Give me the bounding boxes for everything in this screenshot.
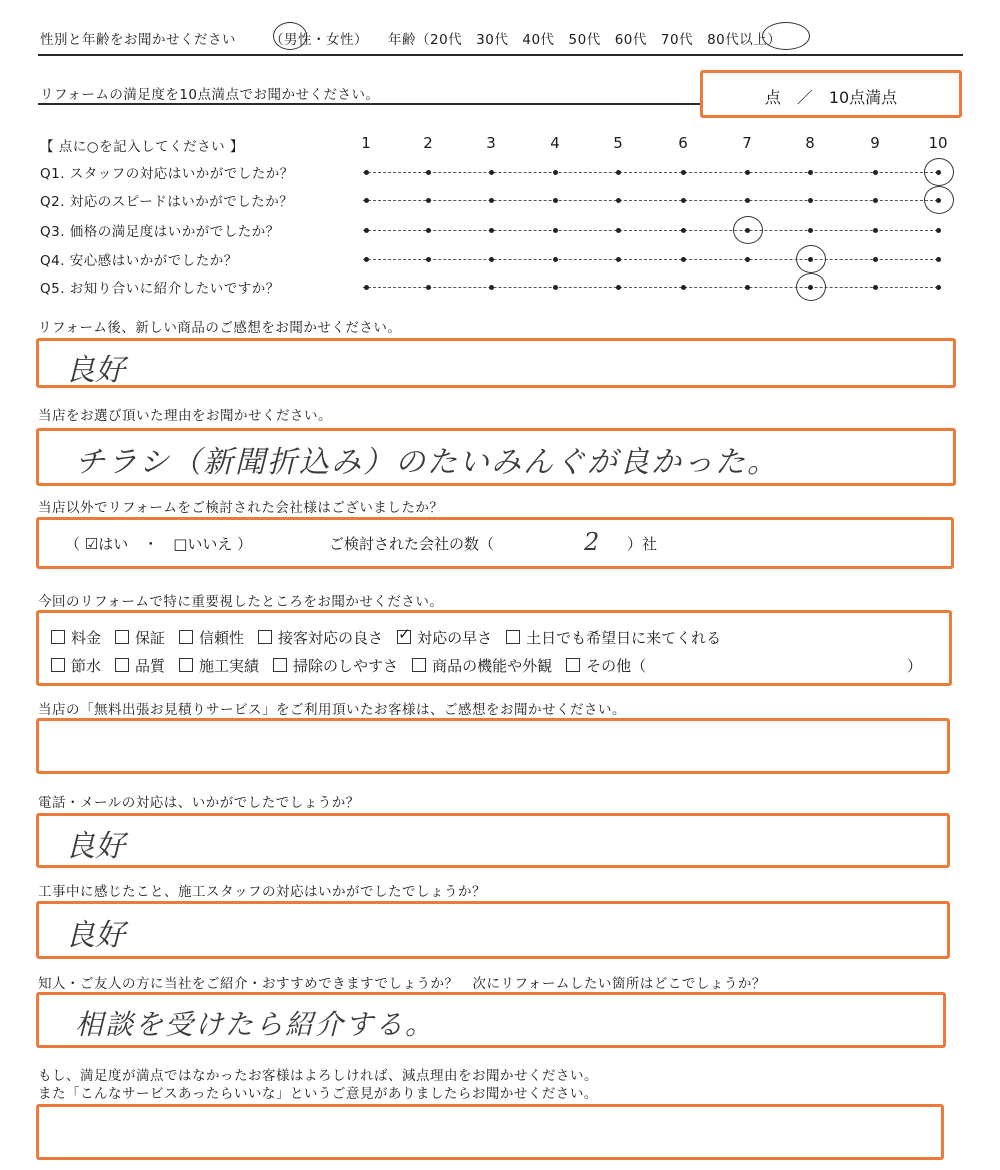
reason-question: 当店をお選び頂いた理由をお聞かせください。 (38, 408, 332, 424)
priority-option-label: 施工実績 (199, 657, 260, 675)
checkbox-icon[interactable] (179, 658, 193, 672)
rating-selected-circle (796, 273, 826, 301)
rating-point[interactable] (745, 257, 750, 262)
satisfaction-question: リフォームの満足度を10点満点でお聞かせください。 (40, 87, 380, 103)
rating-point[interactable] (553, 198, 558, 203)
rating-point[interactable] (681, 257, 686, 262)
rating-question: Q4. 安心感はいかがでしたか？ (40, 253, 238, 269)
rating-point[interactable] (489, 228, 494, 233)
priority-option[interactable] (115, 655, 165, 676)
rating-point[interactable] (936, 285, 941, 290)
rating-point[interactable] (616, 198, 621, 203)
impression-answer-box[interactable] (36, 338, 956, 388)
rating-point[interactable] (553, 170, 558, 175)
priority-option[interactable] (115, 627, 165, 648)
score-box-label: 点 ／ 10点満点 (764, 88, 898, 107)
rating-point[interactable] (873, 198, 878, 203)
checkbox-icon[interactable] (566, 658, 580, 672)
rating-point[interactable] (553, 257, 558, 262)
rating-question: Q5. お知り合いに紹介したいですか？ (40, 281, 280, 297)
construction-answer: 良好 (65, 918, 125, 953)
phone-mail-answer: 良好 (65, 829, 125, 864)
rating-point[interactable] (873, 285, 878, 290)
referral-question: 知人・ご友人の方に当社をご紹介・おすすめできますでしょうか？ 次にリフォームしたい箇所はどこでしょうか？ (38, 976, 766, 992)
checkbox-icon[interactable] (412, 658, 426, 672)
priority-box (36, 610, 952, 686)
rating-point[interactable] (808, 228, 813, 233)
scale-number: 6 (678, 134, 688, 152)
rating-point[interactable] (681, 228, 686, 233)
scale-number: 5 (613, 134, 623, 152)
free-estimate-answer-box[interactable] (36, 718, 950, 774)
rating-point[interactable] (745, 198, 750, 203)
priority-option-label: その他（ (586, 657, 647, 675)
rating-point[interactable] (489, 198, 494, 203)
rating-point[interactable] (426, 257, 431, 262)
checkbox-checked-icon[interactable] (397, 625, 411, 644)
rating-point[interactable] (489, 170, 494, 175)
priority-option-label: 掃除のしやすさ (293, 657, 399, 675)
priority-option-label: 対応の早さ (417, 629, 493, 647)
rating-scale-line (363, 200, 938, 201)
rating-point[interactable] (745, 170, 750, 175)
rating-point[interactable] (426, 285, 431, 290)
rating-point[interactable] (936, 228, 941, 233)
divider (38, 103, 700, 105)
rating-point[interactable] (553, 228, 558, 233)
rating-point[interactable] (364, 228, 369, 233)
checkbox-icon[interactable] (51, 630, 65, 644)
deduction-answer-box[interactable] (36, 1104, 944, 1160)
other-companies-question: 当店以外でリフォームをご検討された会社様はございましたか？ (38, 500, 444, 516)
priority-option-label: 料金 (71, 629, 102, 647)
divider (38, 54, 963, 56)
priority-option[interactable] (51, 655, 101, 676)
free-estimate-question: 当店の「無料出張お見積りサービス」をご利用頂いたお客様は、ご感想をお聞かせください。 (38, 702, 626, 718)
rating-instruction: 【 点に○を記入してください 】 (40, 139, 244, 155)
rating-selected-circle (924, 158, 954, 186)
rating-selected-circle (796, 245, 826, 273)
rating-point[interactable] (364, 170, 369, 175)
gender-options: （男性・女性） (270, 32, 368, 48)
priority-option-label: 節水 (71, 657, 102, 675)
construction-question: 工事中に感じたこと、施工スタッフの対応はいかがでしたでしょうか？ (38, 884, 486, 900)
gender-age-label: 性別と年齢をお聞かせください (40, 32, 236, 48)
rating-point[interactable] (616, 285, 621, 290)
rating-point[interactable] (873, 257, 878, 262)
gender-circle (273, 22, 307, 50)
rating-scale-line (363, 230, 938, 231)
scale-number: 7 (742, 134, 752, 152)
checkbox-icon[interactable] (115, 630, 129, 644)
checkmark-icon: ✓ (398, 625, 411, 643)
rating-scale-line (363, 172, 938, 173)
priority-row-2 (51, 655, 660, 676)
checkbox-icon[interactable] (51, 658, 65, 672)
rating-question: Q2. 対応のスピードはいかがでしたか？ (40, 194, 294, 210)
phone-mail-answer-box[interactable] (36, 813, 950, 868)
checkbox-icon[interactable] (179, 630, 193, 644)
rating-point[interactable] (426, 198, 431, 203)
rating-point[interactable] (364, 285, 369, 290)
rating-selected-circle (733, 216, 763, 244)
scale-number: 2 (423, 134, 433, 152)
rating-question: Q1. スタッフの対応はいかがでしたか？ (40, 166, 294, 182)
rating-point[interactable] (489, 257, 494, 262)
rating-point[interactable] (489, 285, 494, 290)
age-options: 年齢（20代 30代 40代 50代 60代 70代 80代以上） (388, 32, 782, 48)
rating-point[interactable] (681, 285, 686, 290)
other-companies-box (36, 517, 954, 569)
referral-answer-box[interactable] (36, 992, 946, 1048)
rating-point[interactable] (616, 257, 621, 262)
impression-question: リフォーム後、新しい商品のご感想をお聞かせください。 (38, 320, 402, 336)
priority-option[interactable] (51, 627, 101, 648)
rating-point[interactable] (873, 170, 878, 175)
rating-point[interactable] (745, 285, 750, 290)
rating-scale-line (363, 287, 938, 288)
priority-option-label: 信頼性 (199, 629, 245, 647)
rating-point[interactable] (553, 285, 558, 290)
scale-number: 9 (870, 134, 880, 152)
rating-point[interactable] (681, 170, 686, 175)
checkbox-icon[interactable] (506, 630, 520, 644)
rating-point[interactable] (364, 257, 369, 262)
company-count-suffix: ）社 (627, 535, 658, 553)
priority-option[interactable] (566, 655, 646, 676)
rating-scale-line (363, 259, 938, 260)
priority-option-label: 品質 (135, 657, 166, 675)
rating-selected-circle (924, 186, 954, 214)
checkbox-icon[interactable] (115, 658, 129, 672)
phone-mail-question: 電話・メールの対応は、いかがでしたでしょうか？ (38, 795, 360, 811)
rating-point[interactable] (426, 170, 431, 175)
checkbox-icon[interactable] (258, 630, 272, 644)
scale-number: 1 (361, 134, 371, 152)
company-count-value[interactable]: 2 (584, 528, 600, 556)
scale-number: 10 (928, 134, 948, 152)
company-count-label: ご検討された会社の数（ (329, 535, 495, 553)
scale-number: 4 (550, 134, 560, 152)
priority-option-label: 商品の機能や外観 (432, 657, 553, 675)
rating-point[interactable] (681, 198, 686, 203)
rating-point[interactable] (426, 228, 431, 233)
priority-option[interactable] (179, 627, 244, 648)
checkbox-icon[interactable] (273, 658, 287, 672)
priority-question: 今回のリフォームで特に重要視したところをお聞かせください。 (38, 594, 444, 610)
priority-option[interactable] (273, 655, 398, 676)
other-companies-options[interactable]: （ ☑はい ・ □いいえ ） (65, 535, 253, 553)
priority-option-label: 保証 (135, 629, 166, 647)
deduction-question-line2: また「こんなサービスあったらいいな」というご意見がありましたらお聞かせください。 (38, 1086, 598, 1102)
priority-option-label: 土日でも希望日に来てくれる (526, 629, 722, 647)
rating-point[interactable] (616, 228, 621, 233)
rating-point[interactable] (873, 228, 878, 233)
impression-answer: 良好 (65, 353, 125, 388)
referral-answer: 相談を受けたら紹介する。 (75, 1008, 436, 1041)
priority-option[interactable] (258, 627, 383, 648)
reason-answer: チラシ（新聞折込み）のたいみんぐが良かった。 (75, 445, 779, 480)
priority-other-close: ） (907, 657, 923, 675)
priority-option-label: 接客対応の良さ (278, 629, 384, 647)
reason-answer-box[interactable] (36, 428, 956, 486)
deduction-question-line1: もし、満足度が満点ではなかったお客様はよろしければ、減点理由をお聞かせください。 (38, 1068, 598, 1084)
priority-option[interactable] (412, 655, 552, 676)
score-box[interactable] (700, 70, 962, 118)
rating-question: Q3. 価格の満足度はいかがでしたか？ (40, 224, 280, 240)
rating-point[interactable] (808, 170, 813, 175)
scale-number: 8 (805, 134, 815, 152)
rating-point[interactable] (364, 198, 369, 203)
age-circle (762, 22, 810, 50)
scale-number: 3 (486, 134, 496, 152)
rating-point[interactable] (808, 198, 813, 203)
rating-point[interactable] (616, 170, 621, 175)
priority-option[interactable] (397, 627, 492, 648)
rating-point[interactable] (936, 257, 941, 262)
construction-answer-box[interactable] (36, 901, 950, 959)
priority-option[interactable] (179, 655, 259, 676)
priority-row-1 (51, 627, 735, 648)
priority-option[interactable] (506, 627, 721, 648)
